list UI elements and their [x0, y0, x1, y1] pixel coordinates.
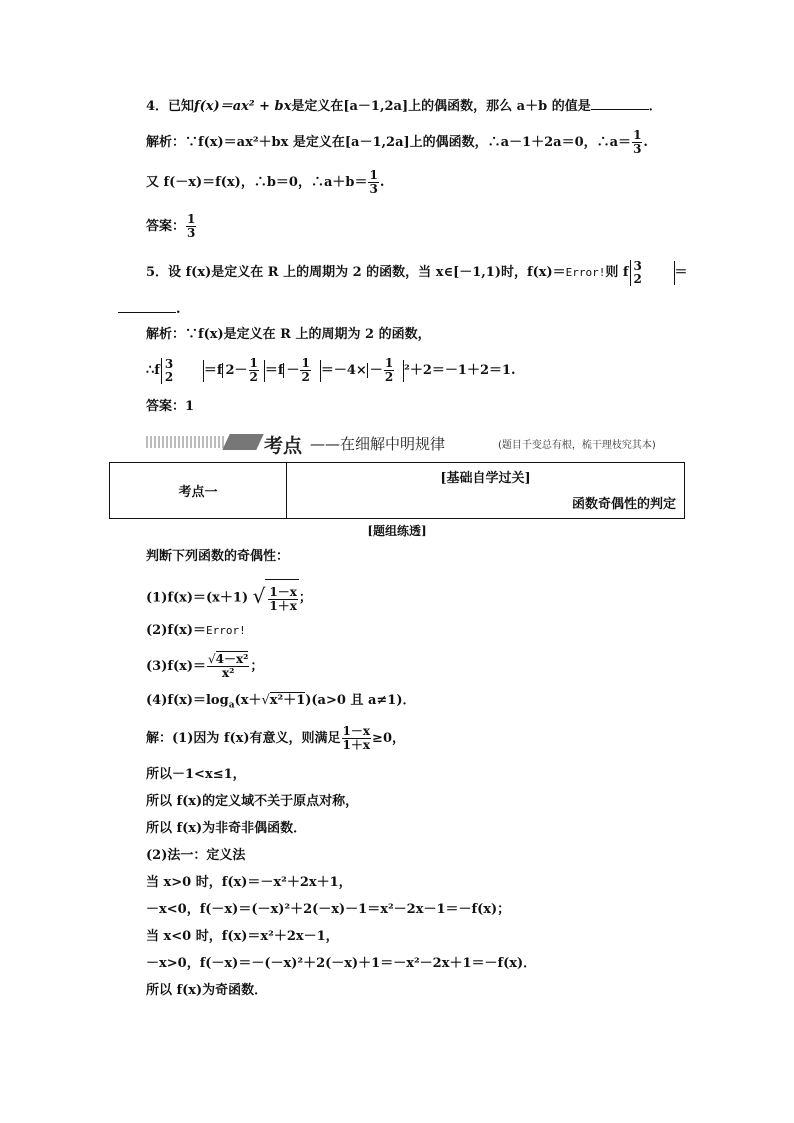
item-1-fraction [268, 586, 298, 613]
topic-category: [基础自学过关] [440, 471, 531, 486]
fraction-numerator: 1 [249, 356, 258, 370]
item-4-mid: (x＋ [234, 693, 262, 708]
solution-7-text: －x<0，f(－x)＝(－x)²＋2(－x)－1＝x²－2x－1＝－f(x)； [146, 902, 511, 917]
q4-analysis-1 [146, 126, 648, 160]
solution-5 [146, 847, 245, 865]
topic-table-left-cell [110, 463, 287, 519]
q4-analysis-2-text: 又 f(－x)＝f(x)，∴b＝0，∴a＋b＝ [146, 175, 368, 190]
solution-1-fraction [342, 725, 372, 752]
solution-9-text: －x>0，f(－x)＝－(－x)²＋2(－x)＋1＝－x²－2x＋1＝－f(x)． [146, 956, 537, 971]
q4-analysis-1-end: . [643, 135, 648, 150]
q5-analysis-2-mid2: ＝f [264, 363, 284, 378]
solution-1-pre: 解：(1)因为 f(x)有意义，则满足 [146, 731, 341, 746]
fraction-denominator: 3 [369, 182, 378, 196]
q5-stem-text: 5．设 f(x)是定义在 R 上的周期为 2 的函数，当 x∈[－1,1)时，f(x)＝ [146, 265, 566, 280]
q5-fraction-2 [249, 357, 259, 384]
solution-7 [146, 901, 510, 919]
solution-6-text: 当 x>0 时，f(x)＝－x²＋2x＋1， [146, 875, 352, 890]
q5-stem-eq: ＝ [674, 265, 688, 280]
fraction-denominator: 2 [633, 271, 642, 286]
item-1-end: ； [298, 590, 312, 606]
item-1 [146, 576, 312, 620]
q5-answer-blank [118, 300, 176, 313]
q5-fraction-3 [300, 357, 310, 384]
q4-stem [146, 97, 662, 116]
topic-table [109, 462, 685, 519]
q5-stem-blank-line [118, 300, 181, 319]
body-intro [146, 548, 289, 566]
item-1-pre: (1)f(x)＝(x＋1) [146, 590, 249, 606]
solution-2 [146, 766, 246, 784]
paren-right [395, 360, 404, 382]
q5-analysis-2-pre: ∴f [146, 363, 160, 378]
item-4: $(4)f(x)=\log_a(x+√x^2+1)(a>0$ 且 a≠1)． [146, 693, 416, 711]
q4-answer-fraction [186, 213, 196, 240]
item-2-error: Error! [206, 624, 246, 637]
fraction-numerator: 1 [187, 212, 196, 226]
fraction-numerator: 1－x [342, 724, 371, 738]
q5-analysis-2-mid3: ＝－4× [320, 363, 367, 378]
q5-fraction-4 [384, 357, 394, 384]
topic-table-right-cell [287, 463, 685, 519]
q5-answer [146, 398, 194, 416]
solution-3-text: 所以 f(x)的定义域不关于原点对称， [146, 794, 359, 809]
solution-1-end: ≥0， [372, 731, 405, 746]
q5-analysis-1 [146, 326, 431, 344]
item-1-sqrt: √ $\frac{1-x}{1+x}$ [253, 576, 299, 620]
fraction-denominator: 3 [187, 226, 196, 240]
solution-6 [146, 874, 352, 892]
q4-stem-condition: 是定义在[a－1,2a]上的偶函数，那么 a＋b 的值是 [291, 99, 591, 114]
q5-fraction-1 [161, 358, 194, 384]
section-header [146, 430, 686, 457]
section-hatch-decoration [146, 436, 226, 448]
q4-analysis-2-end: . [379, 175, 385, 190]
fraction-denominator: 1＋x [342, 738, 371, 752]
topic-label: 考点一 [178, 485, 218, 500]
q5-analysis-2-minus: － [283, 363, 299, 378]
q5-analysis-2-end: ²＋2＝－1＋2＝1. [404, 363, 516, 378]
q4-stem-end: ． [648, 99, 662, 114]
section-note: (题目千变总有根，梳干理枝究其本) [498, 440, 656, 451]
solution-10-text: 所以 f(x)为奇函数． [146, 983, 268, 998]
item-4-radicand: x²＋1 [269, 693, 306, 708]
fraction-numerator: √4－x² [208, 652, 249, 666]
q4-answer-label: 答案： [146, 219, 186, 234]
fraction-numerator: 1 [369, 168, 378, 182]
q4-answer-blank [591, 97, 649, 110]
item-4-end: )(a>0 且 a≠1)． [305, 693, 416, 708]
fraction-denominator: 1＋x [269, 599, 297, 613]
paren-right [312, 360, 321, 382]
topic-name: 函数奇偶性的判定 [571, 497, 676, 512]
item-2-pre: (2)f(x)＝ [146, 623, 206, 638]
body-intro-text: 判断下列函数的奇偶性： [146, 549, 290, 564]
item-2 [146, 622, 246, 640]
fraction-numerator: 1－x [269, 585, 297, 599]
section-subtitle: ——在细解中明规律 [310, 435, 446, 453]
q5-stem-end: . [176, 302, 181, 317]
item-3 [146, 648, 263, 686]
fraction-denominator: 2 [249, 370, 258, 384]
solution-4-text: 所以 f(x)为非奇非偶函数． [146, 821, 307, 836]
section-title: 考点 [264, 435, 303, 457]
q5-error-text: Error! [565, 266, 606, 279]
q4-analysis-2 [146, 166, 384, 200]
solution-8 [146, 928, 339, 946]
solution-4 [146, 820, 306, 838]
solution-8-text: 当 x<0 时，f(x)＝x²＋2x－1， [146, 929, 339, 944]
fraction-denominator: 2 [301, 370, 310, 384]
sqrt-radicand [265, 579, 299, 620]
q5-analysis-2-mid1: ＝f [203, 363, 223, 378]
q4-stem-function: f(x)＝ax² + bx [194, 99, 292, 114]
q5-stem [146, 256, 688, 290]
fraction-denominator: 2 [384, 370, 394, 384]
fraction-numerator: 1 [301, 356, 310, 370]
drill-label: [题组练透] [367, 524, 427, 538]
section-slash-decoration [222, 434, 263, 450]
fraction-numerator: 1 [384, 356, 394, 370]
q5-analysis-2-mid1b: 2－ [222, 363, 247, 378]
solution-3 [146, 793, 358, 811]
q4-stem-prefix: 4．已知 [146, 99, 195, 114]
q4-analysis-2-fraction [368, 169, 378, 196]
fraction-numerator: 3 [633, 258, 642, 273]
sqrt-radicand: 4－x² [215, 652, 249, 666]
solution-1 [146, 720, 405, 758]
paren-right [195, 360, 204, 382]
q5-paren-right [664, 261, 675, 285]
item-4-pre: (4)f(x)＝log [146, 693, 229, 708]
q4-analysis-1-text: 解析：∵f(x)＝ax²＋bx 是定义在[a－1,2a]上的偶函数，∴a－1＋2a＝0，∴a＝ [146, 135, 632, 150]
fraction-denominator: 3 [633, 142, 642, 156]
item-3-pre: (3)f(x)＝ [146, 659, 206, 674]
item-3-end: ； [250, 659, 264, 674]
solution-9 [146, 955, 536, 973]
q5-analysis-2: ∴f 3 2 ＝f 2－ $\frac{1}{2}$ ＝f － $\frac{1}{2}$ ＝－4× － $\frac{1}{2}$ ²＋2＝－1＋2＝1. [146, 356, 516, 384]
q5-stem-then: 则 f [605, 265, 629, 280]
fraction-numerator: 3 [164, 356, 174, 371]
solution-10 [146, 982, 267, 1000]
fraction-denominator: 2 [164, 369, 174, 384]
q5-answer-text: 答案：1 [146, 399, 195, 414]
q5-analysis-1-text: 解析：∵f(x)是定义在 R 上的周期为 2 的函数， [146, 327, 431, 342]
fraction-denominator: x² [222, 666, 235, 680]
q4-answer [146, 210, 197, 244]
q5-stem-fraction [630, 260, 663, 286]
solution-5-text: (2)法一：定义法 [146, 848, 246, 863]
q4-analysis-1-fraction [632, 129, 642, 156]
item-3-fraction [207, 653, 249, 680]
solution-2-text: 所以－1<x≤1， [146, 767, 246, 782]
fraction-numerator: 1 [633, 128, 642, 142]
item-4-log-base: a [228, 700, 235, 711]
